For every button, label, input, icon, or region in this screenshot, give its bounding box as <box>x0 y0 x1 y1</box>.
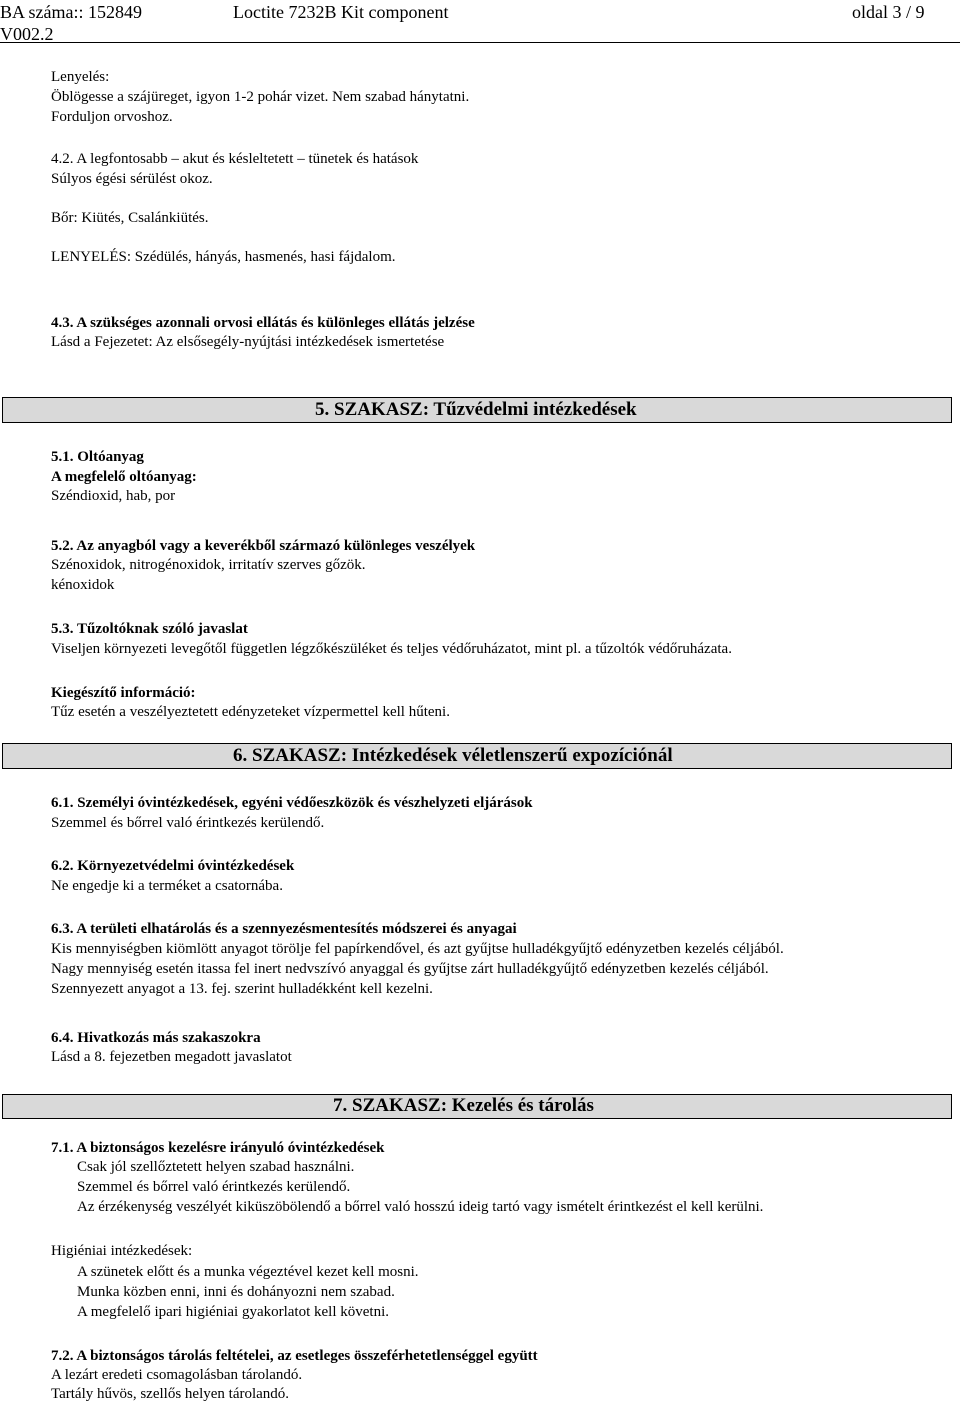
section-4-2-title: 4.2. A legfontosabb – akut és késleltetett – tünetek és hatások <box>51 151 419 167</box>
section-5-title: 5. SZAKASZ: Tűzvédelmi intézkedések <box>315 399 637 420</box>
product-name: Loctite 7232B Kit component <box>233 2 449 22</box>
section-6-4-title: 6.4. Hivatkozás más szakaszokra <box>51 1030 261 1046</box>
section-6-3-text-2: Nagy mennyiség esetén itassa fel inert nedvszívó anyaggal és gyűjtse zárt hulladékgyűjtő edényzetben kezelés céljából. <box>51 961 769 977</box>
hygiene-text-1: A szünetek előtt és a munka végeztével kezet kell mosni. <box>77 1264 419 1280</box>
section-4-2-text-3: LENYELÉS: Szédülés, hányás, hasmenés, hasi fájdalom. <box>51 249 396 265</box>
section-5-2-text-1: Szénoxidok, nitrogénoxidok, irritatív szerves gőzök. <box>51 557 366 573</box>
section-7-2-text-1: A lezárt eredeti csomagolásban tárolandó. <box>51 1367 303 1383</box>
section-6-1-title: 6.1. Személyi óvintézkedések, egyéni védőeszközök és vészhelyzeti eljárások <box>51 795 533 811</box>
section-4-2-text-2: Bőr: Kiütés, Csalánkiütés. <box>51 210 209 226</box>
doc-number: BA száma:: 152849 <box>0 2 142 22</box>
hygiene-text-3: A megfelelő ipari higiéniai gyakorlatot kell követni. <box>77 1304 389 1320</box>
section-5-header <box>2 397 952 423</box>
section-7-header <box>2 1094 952 1119</box>
section-7-1-text-2: Szemmel és bőrrel való érintkezés kerülendő. <box>77 1179 351 1195</box>
section-6-1-text-1: Szemmel és bőrrel való érintkezés kerülendő. <box>51 815 325 831</box>
section-5-1-title: 5.1. Oltóanyag <box>51 449 144 465</box>
section-7-1-text-3: Az érzékenység veszélyét kiküszöbölendő a bőrrel való hosszú ideig tartó vagy ismételt érintkezést el kell kerülni. <box>77 1199 764 1215</box>
extra-info-text-1: Tűz esetén a veszélyeztetett edényzeteket vízpermettel kell hűteni. <box>51 704 450 720</box>
section-7-2-text-2: Tartály hűvös, szellős helyen tárolandó. <box>51 1386 290 1402</box>
hygiene-title: Higiéniai intézkedések: <box>51 1243 193 1259</box>
section-7-2-title: 7.2. A biztonságos tárolás feltételei, az esetleges összeférhetetlenséggel együtt <box>51 1348 538 1364</box>
page-number: oldal 3 / 9 <box>852 2 925 22</box>
section-6-3-title: 6.3. A területi elhatárolás és a szennyezésmentesítés módszerei és anyagai <box>51 921 517 937</box>
section-5-3-text-1: Viseljen környezeti levegőtől független légzőkészüléket és teljes védőruházatot, mint pl. a tűzoltók védőruházata. <box>51 641 732 657</box>
section-5-1-text-1: Széndioxid, hab, por <box>51 488 176 504</box>
version: V002.2 <box>0 24 54 44</box>
section-6-2-text-1: Ne engedje ki a terméket a csatornába. <box>51 878 283 894</box>
section-7-title: 7. SZAKASZ: Kezelés és tárolás <box>333 1095 594 1116</box>
hygiene-text-2: Munka közben enni, inni és dohányozni nem szabad. <box>77 1284 395 1300</box>
section-6-3-text-3: Szennyezett anyagot a 13. fej. szerint hulladékként kell kezelni. <box>51 981 433 997</box>
section-6-header <box>2 743 952 769</box>
section-5-2-title: 5.2. Az anyagból vagy a keverékből származó különleges veszélyek <box>51 538 476 554</box>
lenyeles-text-2: Forduljon orvoshoz. <box>51 109 173 125</box>
header-rule <box>0 42 960 43</box>
section-4-3-title: 4.3. A szükséges azonnali orvosi ellátás és különleges ellátás jelzése <box>51 315 475 331</box>
section-6-2-title: 6.2. Környezetvédelmi óvintézkedések <box>51 858 295 874</box>
section-7-1-title: 7.1. A biztonságos kezelésre irányuló óvintézkedések <box>51 1140 385 1156</box>
section-4-3-text-1: Lásd a Fejezetet: Az elsősegély-nyújtási intézkedések ismertetése <box>51 334 445 350</box>
section-7-1-text-1: Csak jól szellőztetett helyen szabad használni. <box>77 1159 355 1175</box>
section-5-2-text-2: kénoxidok <box>51 577 115 593</box>
section-4-2-text-1: Súlyos égési sérülést okoz. <box>51 171 213 187</box>
lenyeles-label: Lenyelés: <box>51 69 110 85</box>
section-6-3-text-1: Kis mennyiségben kiömlött anyagot törölje fel papírkendővel, és azt gyűjtse hulladékgyűjtő edényzetben kezelés céljából. <box>51 941 784 957</box>
section-5-3-title: 5.3. Tűzoltóknak szóló javaslat <box>51 621 248 637</box>
extra-info-title: Kiegészítő információ: <box>51 685 196 701</box>
section-5-1-subtitle: A megfelelő oltóanyag: <box>51 469 197 485</box>
section-6-4-text-1: Lásd a 8. fejezetben megadott javaslatot <box>51 1049 292 1065</box>
lenyeles-text-1: Öblögesse a szájüreget, igyon 1-2 pohár vizet. Nem szabad hánytatni. <box>51 89 470 105</box>
section-6-title: 6. SZAKASZ: Intézkedések véletlenszerű expozíciónál <box>233 745 673 766</box>
